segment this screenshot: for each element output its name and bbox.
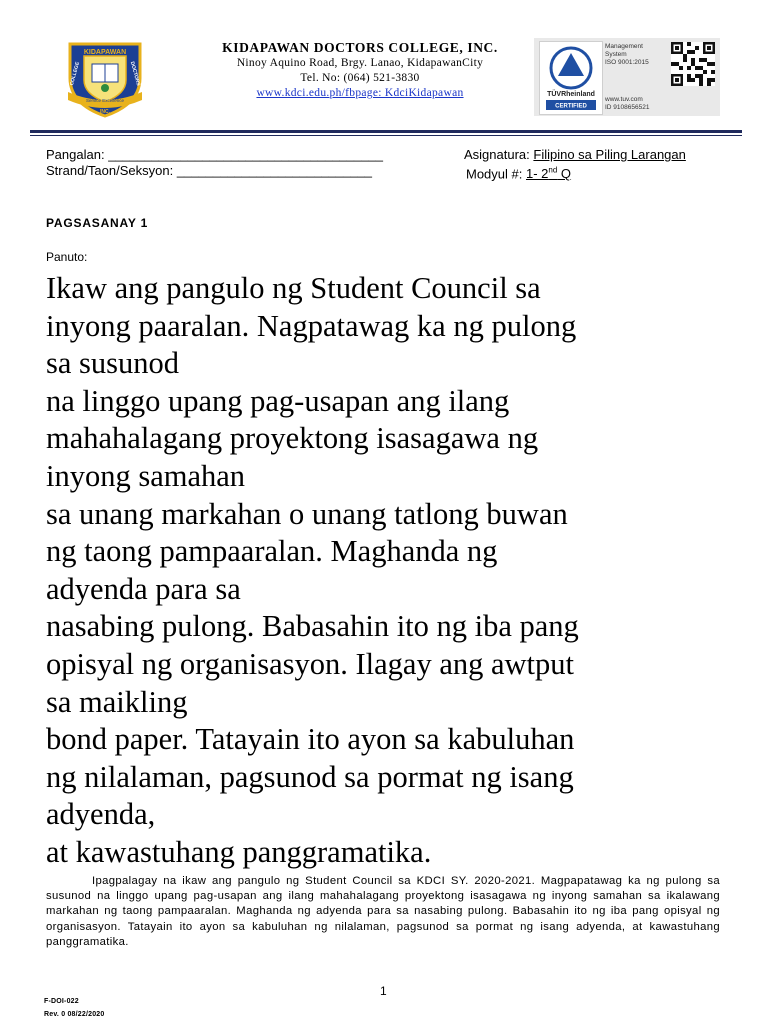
logo-left-text: COLLEGE: [69, 61, 82, 87]
college-logo: [62, 34, 148, 120]
instruction-line: ng nilalaman, pagsunod sa pormat ng isang: [46, 759, 574, 794]
strand-field: [46, 163, 372, 179]
logo-ribbon-text: Service Excellence: [85, 98, 125, 103]
panuto-label: Panuto:: [46, 250, 88, 264]
modyul-value: 1- 2nd Q: [526, 166, 572, 182]
school-website-link[interactable]: www.kdci.edu.ph/fbpage: KdciKidapawan: [256, 87, 464, 99]
instruction-line: sa maikling: [46, 684, 188, 719]
cert-line-system: System: [605, 51, 627, 58]
instruction-line: opisyal ng organisasyon. Ilagay ang awtput: [46, 646, 575, 681]
logo-top-text: KIDAPAWAN: [83, 49, 127, 56]
certified-label: CERTIFIED: [555, 103, 587, 110]
page-number: 1: [380, 984, 387, 998]
tuv-logo: [539, 41, 603, 115]
instruction-line: sa unang markahan o unang tatlong buwan: [46, 496, 568, 531]
instruction-line: nasabing pulong. Babasahin ito ng iba pang: [46, 609, 579, 644]
asignatura-label: Asignatura:: [464, 147, 530, 162]
instruction-line: mahahalagang proyektong isasagawa ng: [46, 421, 539, 456]
exercise-title: PAGSASANAY 1: [46, 216, 149, 230]
instruction-line: inyong samahan: [46, 458, 246, 493]
pangalan-blank[interactable]: ______________________________________: [108, 147, 383, 162]
instructions-small-paragraph: [46, 874, 720, 950]
header-divider-thin: [30, 135, 742, 136]
instruction-line: bond paper. Tatayain ito ayon sa kabuluhan: [46, 722, 575, 757]
pangalan-label: Pangalan:: [46, 147, 105, 162]
logo-bottom-text: INC.: [100, 109, 110, 115]
cert-line-management: Management: [605, 43, 643, 50]
tuv-brand-text: TÜVRheinland: [547, 91, 595, 98]
school-name: KIDAPAWAN DOCTORS COLLEGE, INC.: [222, 40, 498, 55]
instruction-line: inyong paaralan. Nagpatawag ka ng pulong: [46, 308, 577, 343]
strand-label: Strand/Taon/Seksyon:: [46, 163, 174, 178]
qr-code-icon: [671, 42, 715, 86]
modyul-field: [466, 163, 571, 182]
asignatura-field: [464, 147, 686, 163]
modyul-label: Modyul #:: [466, 166, 523, 182]
cert-id: ID 9108656521: [605, 104, 650, 111]
header-divider-thick: [30, 130, 742, 133]
instruction-line: ng taong pampaaralan. Maghanda ng: [46, 534, 498, 569]
school-telephone: Tel. No: (064) 521-3830: [300, 72, 420, 84]
instruction-line: na linggo upang pag-usapan ang ilang: [46, 383, 510, 418]
cert-line-iso: ISO 9001:2015: [605, 59, 649, 66]
instruction-line: sa susunod: [46, 346, 180, 381]
form-code: F-DOI-022: [44, 998, 79, 1005]
instructions-large-text: [46, 270, 746, 872]
pangalan-field: [46, 147, 383, 163]
asignatura-value: Filipino sa Piling Larangan: [533, 147, 686, 162]
instruction-line: adyenda,: [46, 797, 156, 832]
school-header: [170, 40, 550, 101]
instruction-line: adyenda para sa: [46, 571, 241, 606]
instruction-line: Ikaw ang pangulo ng Student Council sa: [46, 271, 541, 305]
small-paragraph-text: Ipagpalagay na ikaw ang pangulo ng Student Council sa KDCI SY. 2020-2021. Magpapatawag ka ng pulong sa susunod na linggo upang pag-usapan ang ilang mahahalagang proyektong isasagawa ng inyong samahan sa ikalawang markahan ng taong pampaaralan. Maghanda ng adyenda para sa nasabing pulong. Babasahin ito ng iba pang opisyal ng organisasyon. Tatayain ito ayon sa kabuluhan ng nilalaman, pagsunod sa pormat ng isang adyenda, at kawastuhang panggramatika.: [46, 875, 720, 948]
school-address: Ninoy Aquino Road, Brgy. Lanao, KidapawanCity: [236, 57, 484, 69]
instruction-line: at kawastuhang panggramatika.: [46, 834, 432, 869]
logo-right-text: DOCTORS: [128, 60, 142, 87]
revision-info: Rev. 0 08/22/2020: [44, 1011, 105, 1018]
cert-site: www.tuv.com: [605, 96, 643, 103]
iso-certification-badge: [534, 38, 720, 116]
strand-blank[interactable]: ___________________________: [176, 163, 373, 178]
